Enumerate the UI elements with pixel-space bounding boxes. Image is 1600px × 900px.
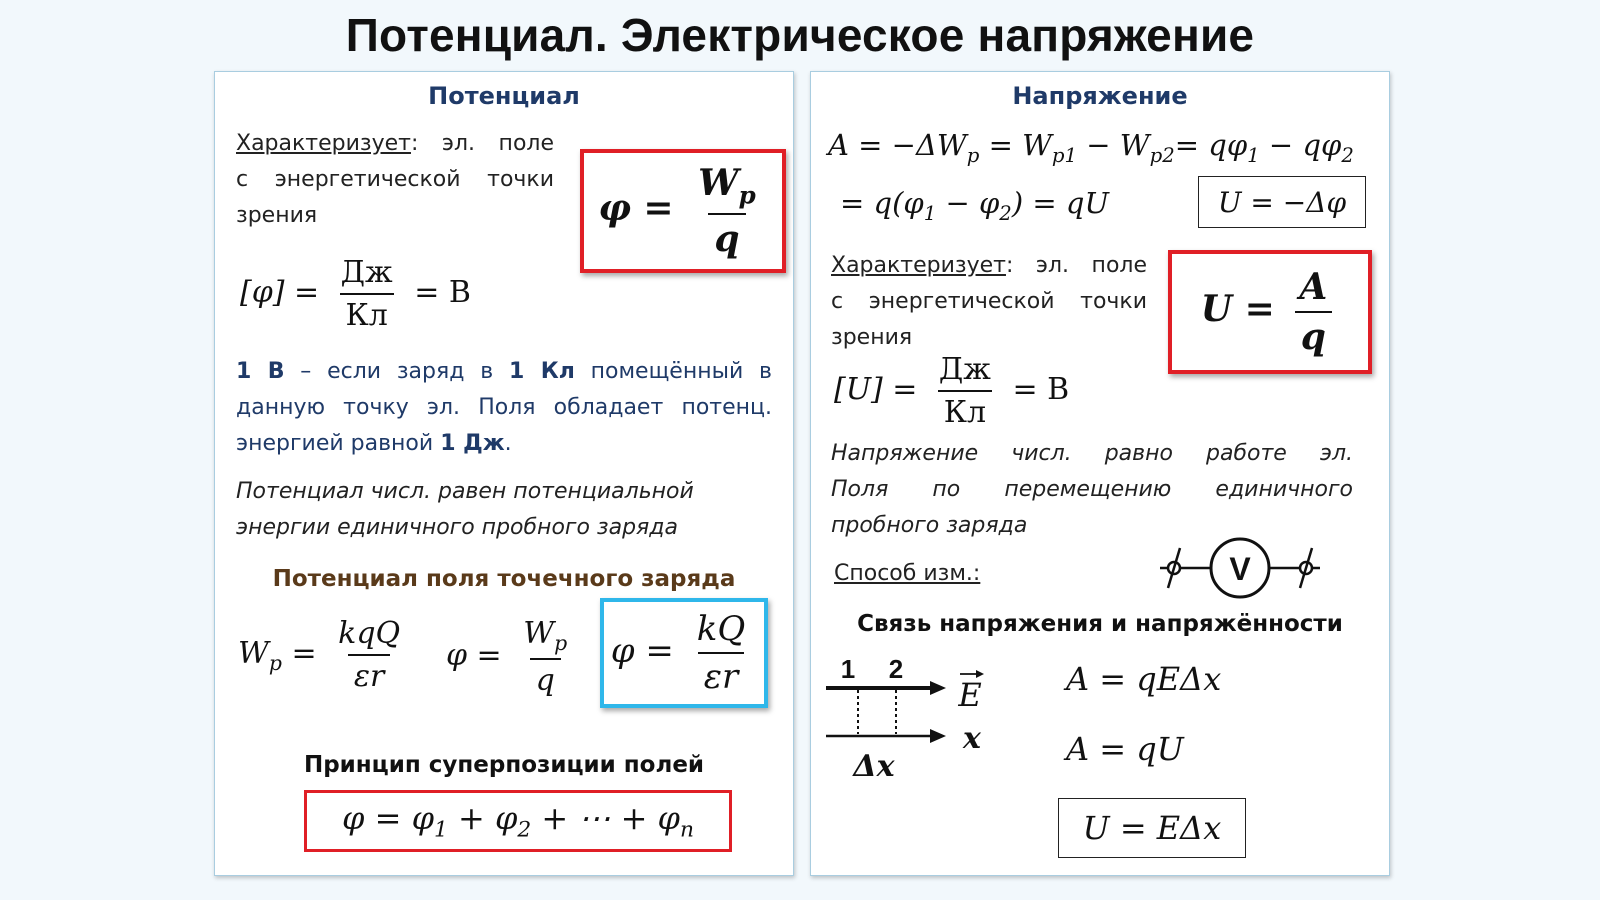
characterizes-text: : эл. поле: [410, 131, 554, 156]
e-vector-label: E: [958, 676, 982, 714]
voltmeter-icon: [1160, 536, 1324, 600]
voltage-heading: Напряжение: [1012, 82, 1188, 110]
u-delta-formula: U = −Δφ: [1217, 185, 1347, 219]
u-definition-box: [1168, 250, 1372, 374]
work-formula-line2: = $q(\varphi_1 - \varphi_2)$ = qU: [840, 186, 1109, 225]
superposition-formula: $\varphi = \varphi_1 + \varphi_2$ + ⋯ + $\varphi_n$: [342, 799, 694, 843]
characterizes-text: зрения: [831, 325, 913, 350]
point-charge-heading: Потенциал поля точечного заряда: [272, 566, 736, 592]
characterizes-text: зрения: [236, 203, 318, 228]
u-definition-formula: U = $\frac{A}{q}$: [1201, 266, 1340, 358]
voltmeter-letter: V: [1229, 551, 1251, 587]
voltage-unit-formula: [U] = $\frac{Дж}{Кл}$ = В: [834, 352, 1070, 430]
work-field-formula: A = qEΔx: [1066, 660, 1222, 698]
characterizes-label: Характеризует: [236, 131, 411, 156]
x-arrow-head: [930, 729, 946, 743]
phi-definition-formula: φ = $\frac{W_p}{q}$: [598, 162, 756, 260]
characterizes-text: с энергетической точки: [236, 167, 554, 192]
measure-label: Способ изм.:: [834, 561, 981, 586]
u-delta-box: [1198, 176, 1366, 228]
phi-point-charge-box: [600, 598, 768, 708]
potential-unit-formula: [φ] = $\frac{Дж}{Кл}$ = В: [240, 255, 471, 333]
volt-definition: 1 В – если заряд в 1 Кл помещённый в данную точку эл. Поля обладает потенц. энергией равной 1 Дж.: [236, 359, 773, 456]
superposition-heading: Принцип суперпозиции полей: [303, 752, 705, 778]
characterizes-text: с энергетической точки: [831, 289, 1147, 314]
voltage-field-box: [1058, 798, 1246, 858]
potential-statement: Потенциал числ. равен потенциальной энергии единичного пробного заряда: [236, 479, 694, 540]
work-voltage-formula: A = qU: [1066, 730, 1184, 768]
characterizes-label: Характеризует: [831, 253, 1006, 278]
page-title: Потенциал. Электрическое напряжение: [345, 9, 1255, 61]
delta-x-label: Δx: [853, 749, 895, 784]
x-axis-label: x: [963, 721, 981, 756]
field-diagram: [822, 648, 1002, 784]
superposition-box: [304, 790, 732, 852]
link-heading: Связь напряжения и напряжённости: [857, 611, 1343, 637]
e-arrow-head: [930, 681, 946, 695]
phi-point-charge-formula: φ = $\frac{kQ}{\varepsilon r}$: [610, 609, 746, 697]
phi-definition-box: [580, 149, 786, 273]
voltage-characterizes: [831, 248, 1147, 320]
potential-heading: Потенциал: [428, 82, 580, 110]
characterizes-text: : эл. поле: [1005, 253, 1147, 278]
point-1-label: 1: [840, 654, 856, 684]
potential-characterizes: [236, 126, 554, 198]
work-formula-line1: $A = -\Delta W_p = W_{p1} - W_{p2}= q\varphi_1 - q\varphi_2$: [828, 128, 1354, 167]
voltage-statement: Напряжение числ. равно работе эл. Поля по перемещению единичного пробного заряда: [831, 441, 1353, 538]
wp-formula: $W_p$ = $\frac{\text{kqQ}}{\varepsilon r}$: [238, 616, 401, 694]
voltage-field-formula: U = EΔx: [1082, 809, 1222, 847]
phi-formula: φ = $\frac{W_p}{q}$: [446, 616, 568, 699]
point-2-label: 2: [888, 654, 904, 684]
